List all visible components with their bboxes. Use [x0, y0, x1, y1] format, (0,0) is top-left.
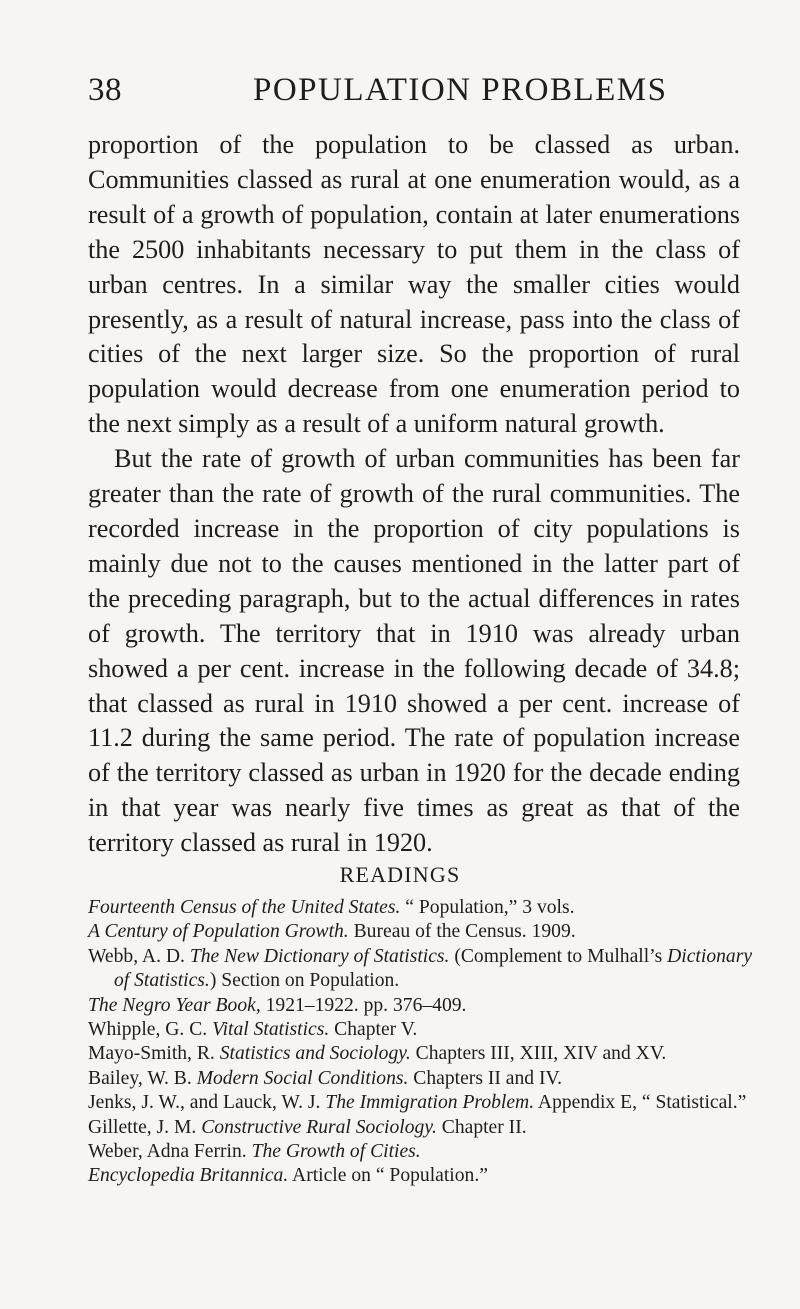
- reading-title: Statistics and Sociology.: [219, 1043, 411, 1065]
- reading-title: The Growth of Cities.: [251, 1141, 421, 1163]
- reading-item: [88, 896, 758, 920]
- reading-author: Bailey, W. B.: [88, 1067, 197, 1089]
- readings-list: [88, 896, 758, 1189]
- reading-title-secondary: Dictionary of Statistics.: [114, 945, 753, 992]
- reading-title: Encyclopedia Britannica.: [88, 1165, 289, 1187]
- reading-author: Gillette, J. M.: [88, 1116, 202, 1138]
- reading-title: The Immigration Problem.: [325, 1092, 535, 1114]
- reading-details-secondary: ) Section on Population.: [209, 970, 400, 992]
- reading-details: Chapter V.: [329, 1019, 418, 1041]
- reading-item: [88, 945, 758, 994]
- reading-title: Constructive Rural Sociology.: [201, 1116, 437, 1138]
- reading-item: [88, 1067, 758, 1091]
- reading-details: Appendix E, “ Statistical.”: [534, 1092, 747, 1114]
- reading-item: [88, 1140, 758, 1164]
- reading-author: Webb, A. D.: [88, 945, 190, 967]
- reading-item: [88, 1116, 758, 1140]
- reading-details: “ Population,” 3 vols.: [400, 897, 575, 918]
- reading-details: Bureau of the Census. 1909.: [348, 921, 576, 943]
- body-text: [88, 128, 740, 861]
- readings-heading: READINGS: [339, 862, 461, 887]
- page-number: 38: [88, 72, 122, 108]
- reading-author: Weber, Adna Ferrin.: [88, 1141, 252, 1163]
- reading-title: Vital Statistics.: [212, 1019, 330, 1041]
- reading-item: [88, 1018, 758, 1042]
- reading-title: The Negro Year Book,: [88, 994, 261, 1016]
- reading-item: [88, 1091, 758, 1115]
- reading-details: Chapters III, XIII, XIV and XV.: [410, 1043, 667, 1065]
- reading-item: [88, 1042, 758, 1066]
- reading-title: The New Dictionary of Statistics.: [189, 945, 450, 967]
- reading-title: A Century of Population Growth.: [88, 921, 349, 943]
- paragraph: proportion of the population to be classed as urban. Communities classed as rural at one enumeration would, as a result of a growth of population, contain at later enumerations the 2500 inhabitants necessary to put them in the class of urban centres. In a similar way the smaller cities would presently, as a result of natural increase, pass into the class of cities of the next larger size. So the proportion of rural population would decrease from one enumeration period to the next simply as a result of a uniform natural growth.: [88, 130, 740, 439]
- reading-details: Article on “ Population.”: [288, 1165, 488, 1187]
- reading-details: 1921–1922. pp. 376–409.: [260, 994, 467, 1016]
- reading-details: Chapters II and IV.: [408, 1067, 563, 1089]
- paragraph: But the rate of growth of urban communities has been far greater than the rate of growth of the rural communities. The recorded increase in the proportion of city populations is mainly due not to the causes mentioned in the latter part of the preceding paragraph, but to the actual differences in rates of growth. The territory that in 1910 was already urban showed a per cent. increase in the following decade of 34.8; that classed as rural in 1910 showed a per cent. increase of 11.2 during the same period. The rate of population increase of the territory classed as urban in 1920 for the decade ending in that year was nearly five times as great as that of the territory classed as rural in 1920.: [88, 444, 740, 858]
- reading-author: Jenks, J. W., and Lauck, W. J.: [88, 1092, 326, 1114]
- reading-item: [88, 1164, 758, 1188]
- reading-title: Fourteenth Census of the United States.: [88, 897, 401, 918]
- reading-details: Chapter II.: [436, 1116, 527, 1138]
- reading-item: [88, 994, 758, 1018]
- reading-item: [88, 920, 758, 944]
- running-head: POPULATION PROBLEMS: [253, 72, 668, 108]
- reading-title: Modern Social Conditions.: [196, 1067, 409, 1089]
- reading-details: (Complement to Mulhall’s: [449, 945, 668, 967]
- reading-author: Mayo-Smith, R.: [88, 1043, 220, 1065]
- reading-author: Whipple, G. C.: [88, 1019, 213, 1041]
